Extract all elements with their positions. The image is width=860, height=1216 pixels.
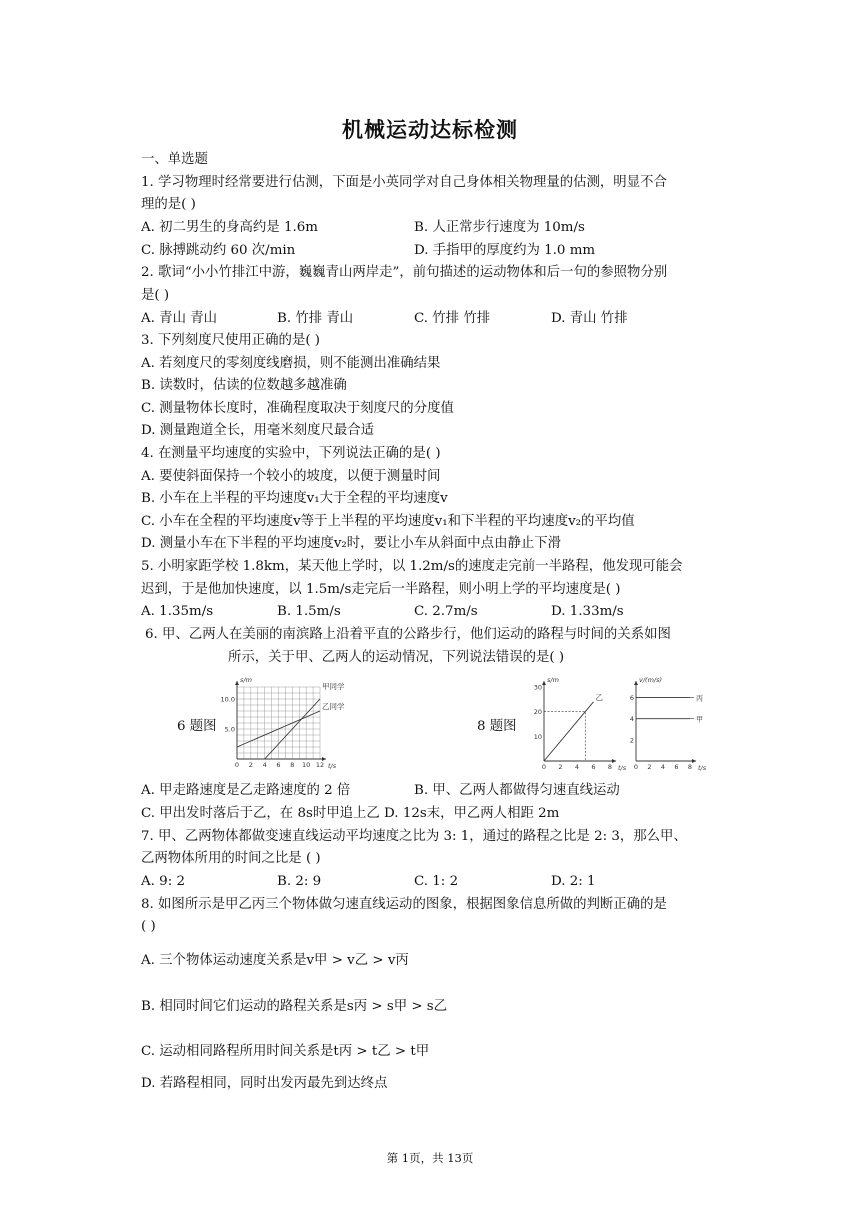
q5-option-a: A. 1.35m/s — [141, 604, 214, 619]
x-tick-label: 0 — [234, 761, 240, 769]
x-tick-label: 12 — [315, 761, 325, 769]
q2-option-d: D. 青山 竹排 — [551, 311, 628, 326]
q4-option-a: A. 要使斜面保持一个较小的坡度，以便于测量时间 — [141, 469, 441, 484]
series-label: 乙同学 — [322, 702, 345, 711]
q5-stem-line2: 迟到，于是他加快速度，以 1.5m/s走完后一半路程，则小明上学的平均速度是( ) — [141, 582, 621, 597]
q3-option-d: D. 测量跑道全长，用毫米刻度尺最合适 — [141, 423, 375, 438]
x-axis-label: t/s — [618, 764, 627, 772]
x-tick-label: 0 — [633, 763, 639, 771]
q6-options-row2: C. 甲出发时落后于乙，在 8s时甲追上乙 D. 12s末，甲乙两人相距 2m — [141, 806, 560, 821]
q3-option-b: B. 读数时，估读的位数越多越准确 — [141, 378, 347, 393]
q1-option-c: C. 脉搏跳动约 60 次/min — [141, 243, 296, 258]
q8-stem-line2: ( ) — [141, 919, 156, 934]
q8-option-b: B. 相同时间它们运动的路程关系是s丙 > s甲 > s乙 — [141, 999, 448, 1014]
y-tick-label: 2 — [629, 736, 634, 745]
q7-option-c: C. 1: 2 — [414, 874, 459, 889]
q2-stem-line2: 是( ) — [141, 288, 170, 303]
q3-option-c: C. 测量物体长度时，准确程度取决于刻度尺的分度值 — [141, 401, 454, 416]
x-axis-label: t/s — [328, 762, 337, 770]
y-tick-label: 5.0 — [224, 725, 235, 734]
q3-option-a: A. 若刻度尺的零刻度线磨损，则不能测出准确结果 — [141, 356, 441, 371]
q2-stem-line1: 2. 歌词“小小竹排江中游，巍巍青山两岸走”，前句描述的运动物体和后一句的参照物分别 — [141, 265, 668, 280]
q6-stem-line1: 6. 甲、乙两人在美丽的南滨路上沿着平直的公路步行，他们运动的路程与时间的关系如图 — [145, 627, 671, 642]
x-tick-label: 4 — [574, 763, 580, 771]
q5-option-c: C. 2.7m/s — [414, 604, 478, 619]
q4-stem: 4. 在测量平均速度的实验中，下列说法正确的是( ) — [141, 446, 441, 461]
q1-option-b: B. 人正常步行速度为 10m/s — [414, 220, 585, 235]
x-tick-label: 2 — [647, 763, 652, 771]
x-tick-label: 2 — [248, 761, 253, 769]
q2-option-c: C. 竹排 竹排 — [414, 311, 491, 326]
q7-stem-line2: 乙两物体所用的时间之比是 ( ) — [141, 851, 321, 866]
x-axis-arrow — [612, 759, 616, 763]
q4-option-d: D. 测量小车在下半程的平均速度v₂时，要让小车从斜面中点由静止下滑 — [141, 536, 562, 551]
fig8-chart-left — [528, 675, 627, 775]
page-title: 机械运动达标检测 — [342, 118, 518, 142]
x-tick-label: 8 — [290, 761, 295, 769]
q4-option-c: C. 小车在全程的平均速度v等于上半程的平均速度v₁和下半程的平均速度v₂的平均值 — [141, 514, 635, 529]
y-tick-label: 10 — [533, 732, 542, 741]
x-tick-label: 8 — [607, 763, 613, 771]
x-tick-label: 4 — [660, 763, 666, 771]
q6-stem-line2: 所示，关于甲、乙两人的运动情况，下列说法错误的是( ) — [228, 650, 565, 665]
series-line — [544, 702, 594, 761]
y-tick-label: 30 — [533, 683, 542, 692]
series-label: 乙 — [595, 692, 603, 702]
x-tick-label: 4 — [262, 761, 267, 769]
x-tick-label: 6 — [674, 763, 679, 771]
q1-stem-line2: 理的是( ) — [141, 197, 196, 212]
y-axis-arrow — [235, 681, 239, 685]
x-tick-label: 6 — [276, 761, 281, 769]
y-tick-label: 6 — [629, 694, 634, 703]
q1-stem-line1: 1. 学习物理时经常要进行估测，下面是小英同学对自己身体相关物理量的估测，明显不合 — [141, 175, 667, 190]
q1-option-a: A. 初二男生的身高约是 1.6m — [141, 220, 318, 235]
x-tick-label: 8 — [687, 763, 693, 771]
section-heading: 一、单选题 — [141, 152, 208, 167]
q7-stem-line1: 7. 甲、乙两物体都做变速直线运动平均速度之比为 3: 1，通过的路程之比是 2: 3，那么甲、 — [141, 829, 687, 844]
x-tick-label: 10 — [302, 761, 311, 769]
page-footer: 第 1页，共 13页 — [386, 1151, 474, 1165]
y-axis-arrow — [634, 681, 638, 685]
y-tick-label: 4 — [629, 715, 634, 724]
series-label: 甲 — [696, 715, 703, 724]
q7-option-a: A. 9: 2 — [141, 874, 185, 889]
x-tick-label: 2 — [558, 763, 563, 771]
series-label: 甲同学 — [322, 682, 345, 691]
y-axis-label: s/m — [547, 676, 559, 684]
q8-option-c: C. 运动相同路程所用时间关系是t丙 > t乙 > t甲 — [141, 1044, 430, 1059]
q1-option-d: D. 手指甲的厚度约为 1.0 mm — [414, 243, 596, 258]
y-axis-label: v/(m/s) — [639, 676, 663, 684]
q6-option-a: A. 甲走路速度是乙走路速度的 2 倍 — [141, 783, 351, 798]
x-tick-label: 6 — [591, 763, 596, 771]
y-tick-label: 10.0 — [220, 695, 235, 704]
q2-option-b: B. 竹排 青山 — [277, 311, 354, 326]
y-axis-arrow — [542, 681, 546, 685]
y-axis-label: s/m — [240, 676, 252, 684]
q7-option-d: D. 2: 1 — [551, 874, 596, 889]
q8-stem-line1: 8. 如图所示是甲乙丙三个物体做匀速直线运动的图象，根据图象信息所做的判断正确的是 — [141, 897, 667, 912]
q7-option-b: B. 2: 9 — [277, 874, 322, 889]
q5-option-b: B. 1.5m/s — [277, 604, 341, 619]
q3-stem: 3. 下列刻度尺使用正确的是( ) — [141, 333, 321, 348]
q2-option-a: A. 青山 青山 — [141, 311, 218, 326]
series-label: 丙 — [696, 694, 703, 703]
fig6-label: 6 题图 — [177, 719, 217, 734]
y-tick-label: 20 — [533, 708, 542, 717]
fig8-label: 8 题图 — [477, 719, 517, 734]
q4-option-b: B. 小车在上半程的平均速度v₁大于全程的平均速度v — [141, 491, 448, 506]
x-tick-label: 0 — [541, 763, 547, 771]
q8-option-a: A. 三个物体运动速度关系是v甲 > v乙 > v丙 — [141, 953, 409, 968]
fig8-chart-right — [622, 675, 714, 775]
q5-option-d: D. 1.33m/s — [551, 604, 624, 619]
q8-option-d: D. 若路程相同，同时出发丙最先到达终点 — [141, 1076, 388, 1091]
q6-option-b: B. 甲、乙两人都做得匀速直线运动 — [414, 783, 620, 798]
fig6-chart — [215, 673, 350, 773]
x-axis-arrow — [692, 759, 696, 763]
x-axis-label: t/s — [698, 764, 707, 772]
q5-stem-line1: 5. 小明家距学校 1.8km，某天他上学时，以 1.2m/s的速度走完前一半路程，他发现可能会 — [141, 559, 683, 574]
